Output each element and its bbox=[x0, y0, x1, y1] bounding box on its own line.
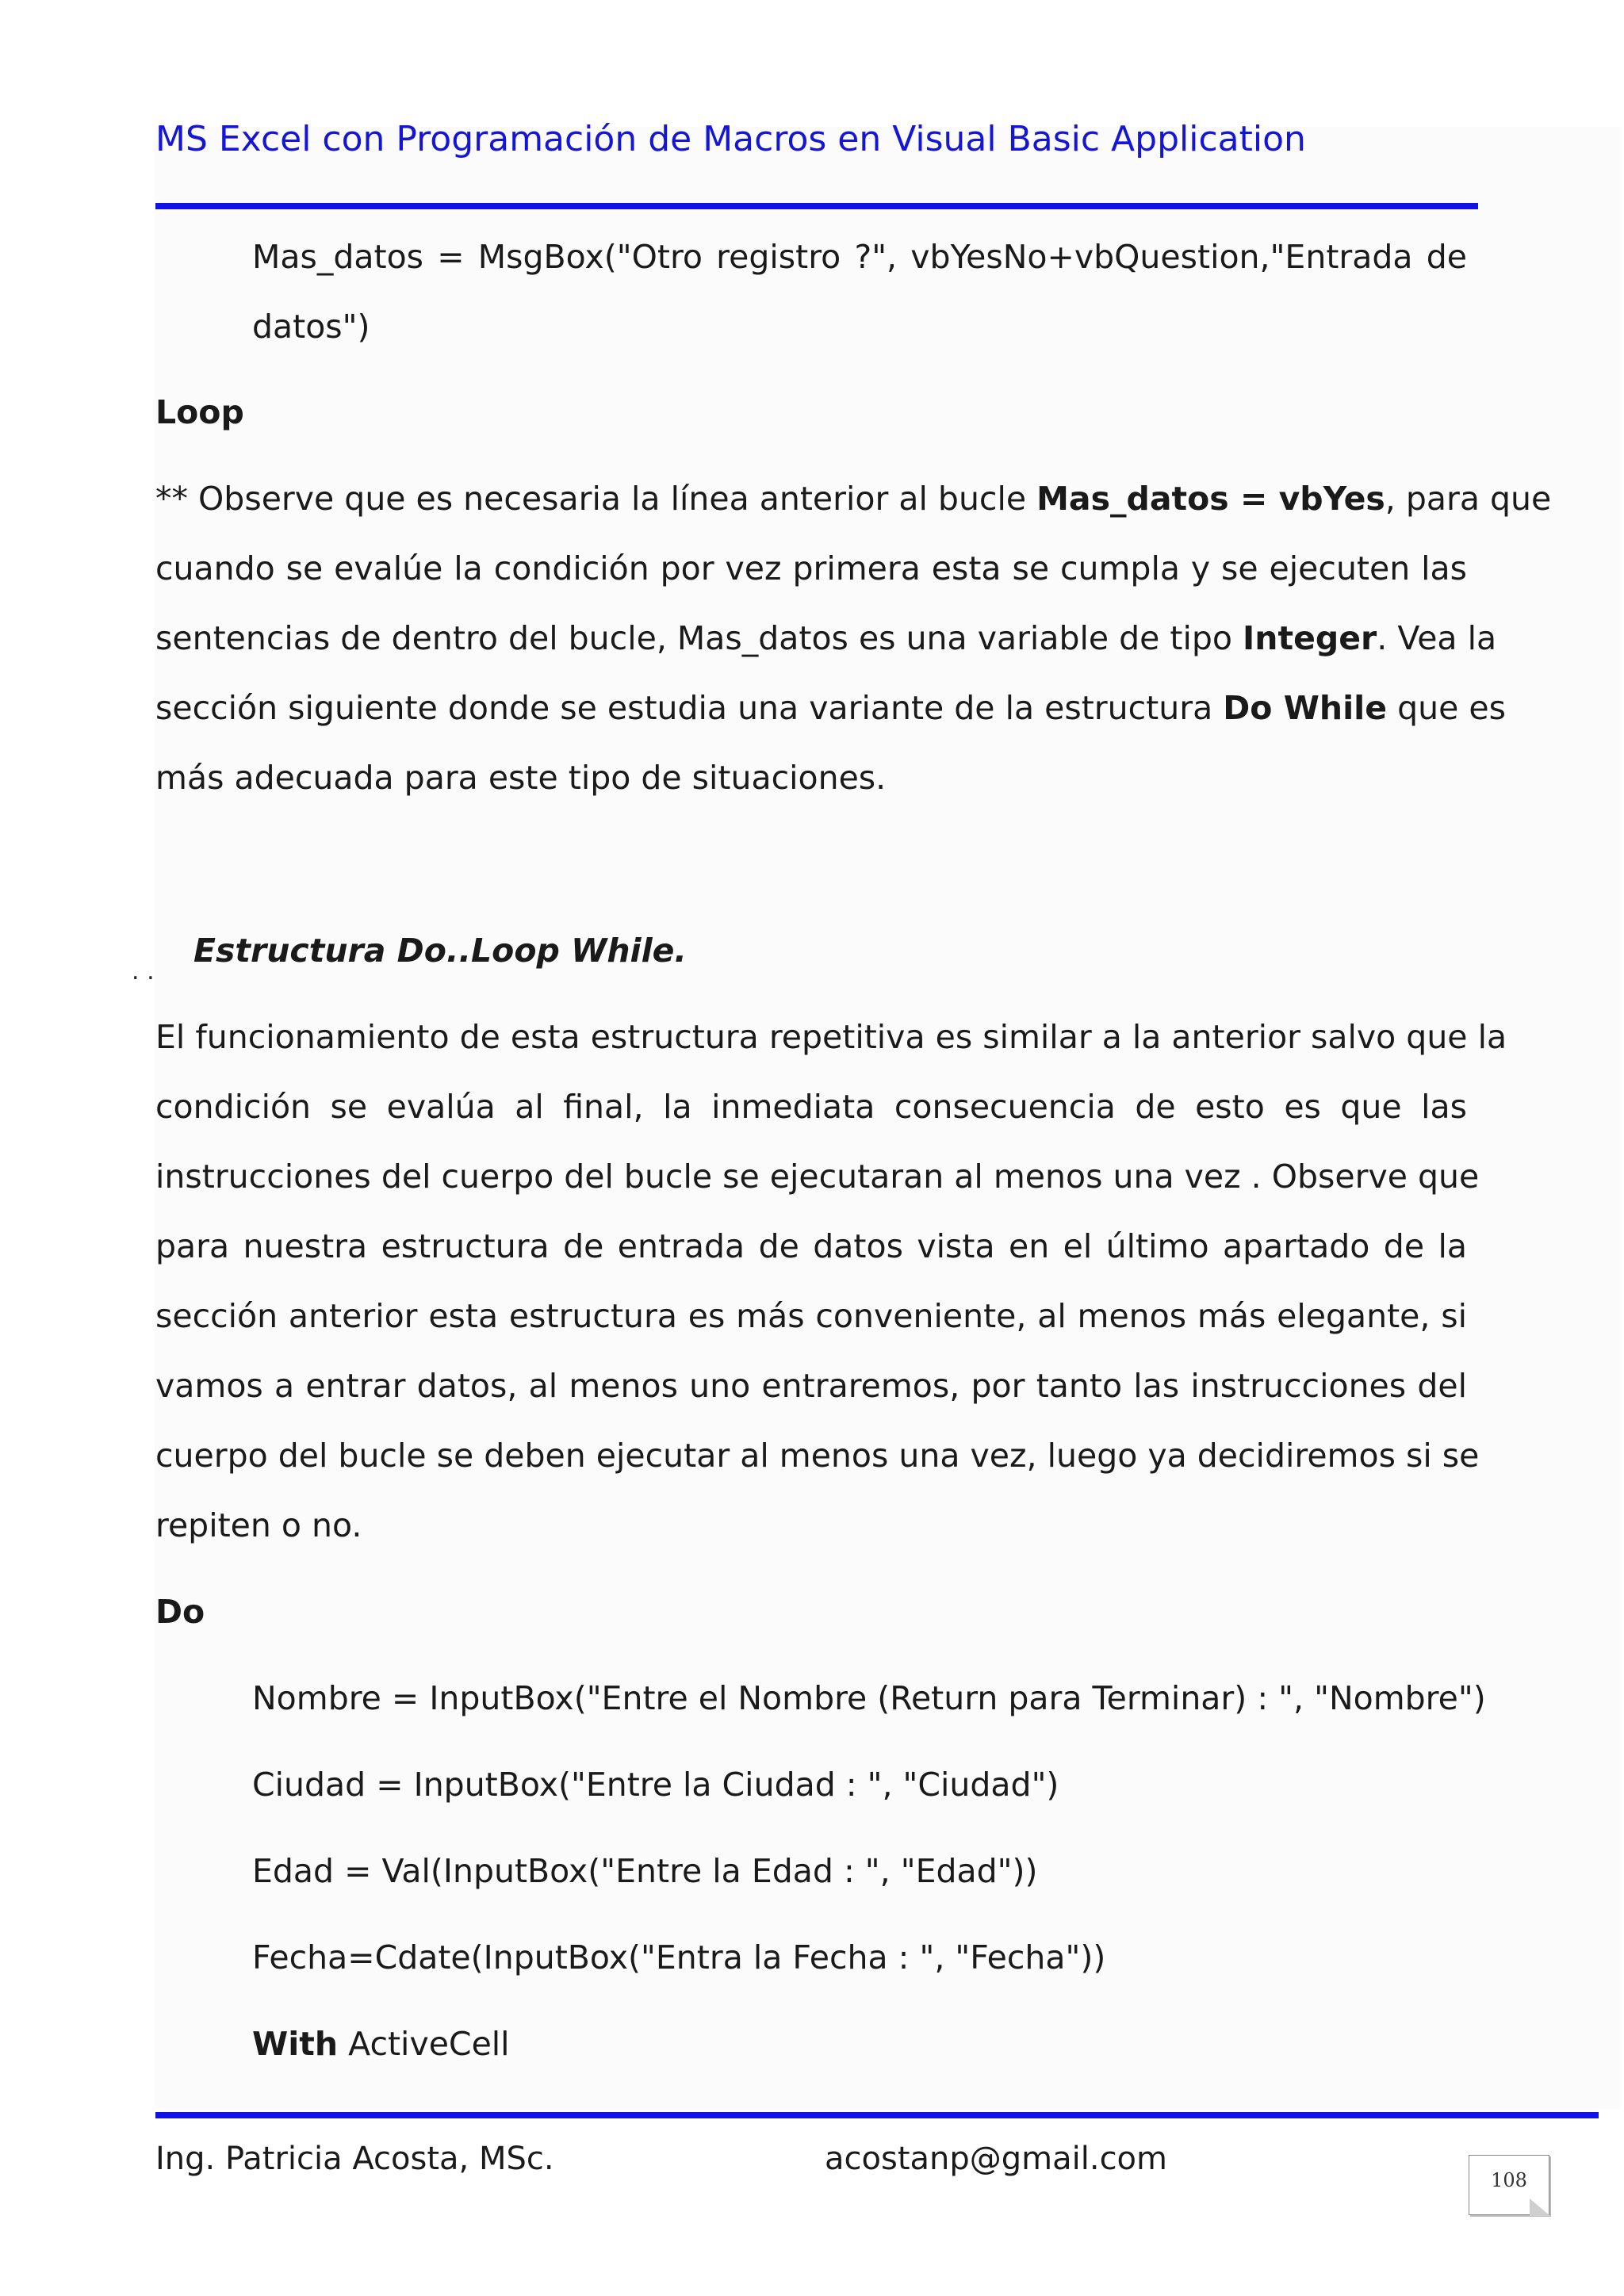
code-token: ?", bbox=[854, 238, 898, 276]
page-curl-icon bbox=[1530, 2198, 1550, 2216]
page-number-box bbox=[1469, 2155, 1549, 2215]
do-keyword-text: Do bbox=[155, 1593, 205, 1631]
note-text: . Vea la bbox=[1377, 619, 1497, 657]
code-line-with bbox=[252, 2025, 510, 2063]
code-token: MsgBox("Otro bbox=[477, 238, 703, 276]
code-token: vbYesNo+vbQuestion,"Entrada bbox=[910, 238, 1413, 276]
paragraph-line: vamos a entrar datos, al menos uno entraremos, por tanto las instrucciones del bbox=[155, 1367, 1467, 1405]
note-line-3 bbox=[155, 619, 1497, 657]
paragraph-line: El funcionamiento de esta estructura repetitiva es similar a la anterior salvo que la bbox=[155, 1018, 1507, 1056]
code-line-ciudad: Ciudad = InputBox("Entre la Ciudad : ", "Ciudad") bbox=[252, 1766, 1059, 1804]
paragraph-line: repiten o no. bbox=[155, 1506, 362, 1544]
note-bold: Do While bbox=[1223, 689, 1388, 727]
code-token: Mas_datos bbox=[252, 238, 424, 276]
section-marker: . . bbox=[132, 958, 155, 985]
with-keyword: With bbox=[252, 2025, 339, 2063]
paragraph-line: condición se evalúa al final, la inmediata consecuencia de esto es que las bbox=[155, 1088, 1467, 1126]
note-bold: Integer bbox=[1243, 619, 1377, 657]
note-text: , para que bbox=[1385, 480, 1552, 518]
paragraph-line: cuerpo del bucle se deben ejecutar al menos una vez, luego ya decidiremos si se bbox=[155, 1437, 1480, 1475]
code-line-datos: datos") bbox=[252, 308, 370, 346]
note-text: sección siguiente donde se estudia una variante de la estructura bbox=[155, 689, 1224, 727]
footer-rule bbox=[155, 2112, 1599, 2118]
note-text: sentencias de dentro del bucle, Mas_datos es una variable de tipo bbox=[155, 619, 1243, 657]
note-bold: Mas_datos = vbYes bbox=[1036, 480, 1385, 518]
header-rule bbox=[155, 203, 1478, 209]
paragraph-line: para nuestra estructura de entrada de datos vista en el último apartado de la bbox=[155, 1227, 1467, 1265]
code-line-msgbox bbox=[252, 238, 1467, 276]
loop-keyword-text: Loop bbox=[155, 393, 244, 431]
note-text: ** Observe que es necesaria la línea anterior al bucle bbox=[155, 480, 1037, 518]
section-heading: Estructura Do..Loop While. bbox=[193, 932, 688, 970]
loop-keyword bbox=[155, 393, 244, 431]
note-line-5: más adecuada para este tipo de situaciones. bbox=[155, 759, 887, 797]
footer-email: acostanp@gmail.com bbox=[825, 2141, 1167, 2177]
paragraph-line: sección anterior esta estructura es más conveniente, al menos más elegante, si bbox=[155, 1297, 1467, 1335]
code-token: de bbox=[1426, 238, 1467, 276]
code-token: registro bbox=[716, 238, 841, 276]
page-number: 108 bbox=[1491, 2169, 1527, 2191]
code-line-edad: Edad = Val(InputBox("Entre la Edad : ", "Edad")) bbox=[252, 1852, 1038, 1890]
note-line-4 bbox=[155, 689, 1506, 727]
note-line-1 bbox=[155, 480, 1552, 518]
note-text: que es bbox=[1387, 689, 1506, 727]
paragraph-line: instrucciones del cuerpo del bucle se ejecutaran al menos una vez . Observe que bbox=[155, 1158, 1480, 1196]
do-keyword bbox=[155, 1593, 205, 1631]
with-object: ActiveCell bbox=[338, 2025, 510, 2063]
code-token: = bbox=[437, 238, 465, 276]
header-title: MS Excel con Programación de Macros en Visual Basic Application bbox=[155, 119, 1306, 159]
footer-author: Ing. Patricia Acosta, MSc. bbox=[155, 2141, 554, 2177]
note-line-2: cuando se evalúe la condición por vez primera esta se cumpla y se ejecuten las bbox=[155, 549, 1467, 587]
code-line-fecha: Fecha=Cdate(InputBox("Entra la Fecha : ", "Fecha")) bbox=[252, 1938, 1106, 1976]
code-line-nombre: Nombre = InputBox("Entre el Nombre (Return para Terminar) : ", "Nombre") bbox=[252, 1679, 1486, 1717]
